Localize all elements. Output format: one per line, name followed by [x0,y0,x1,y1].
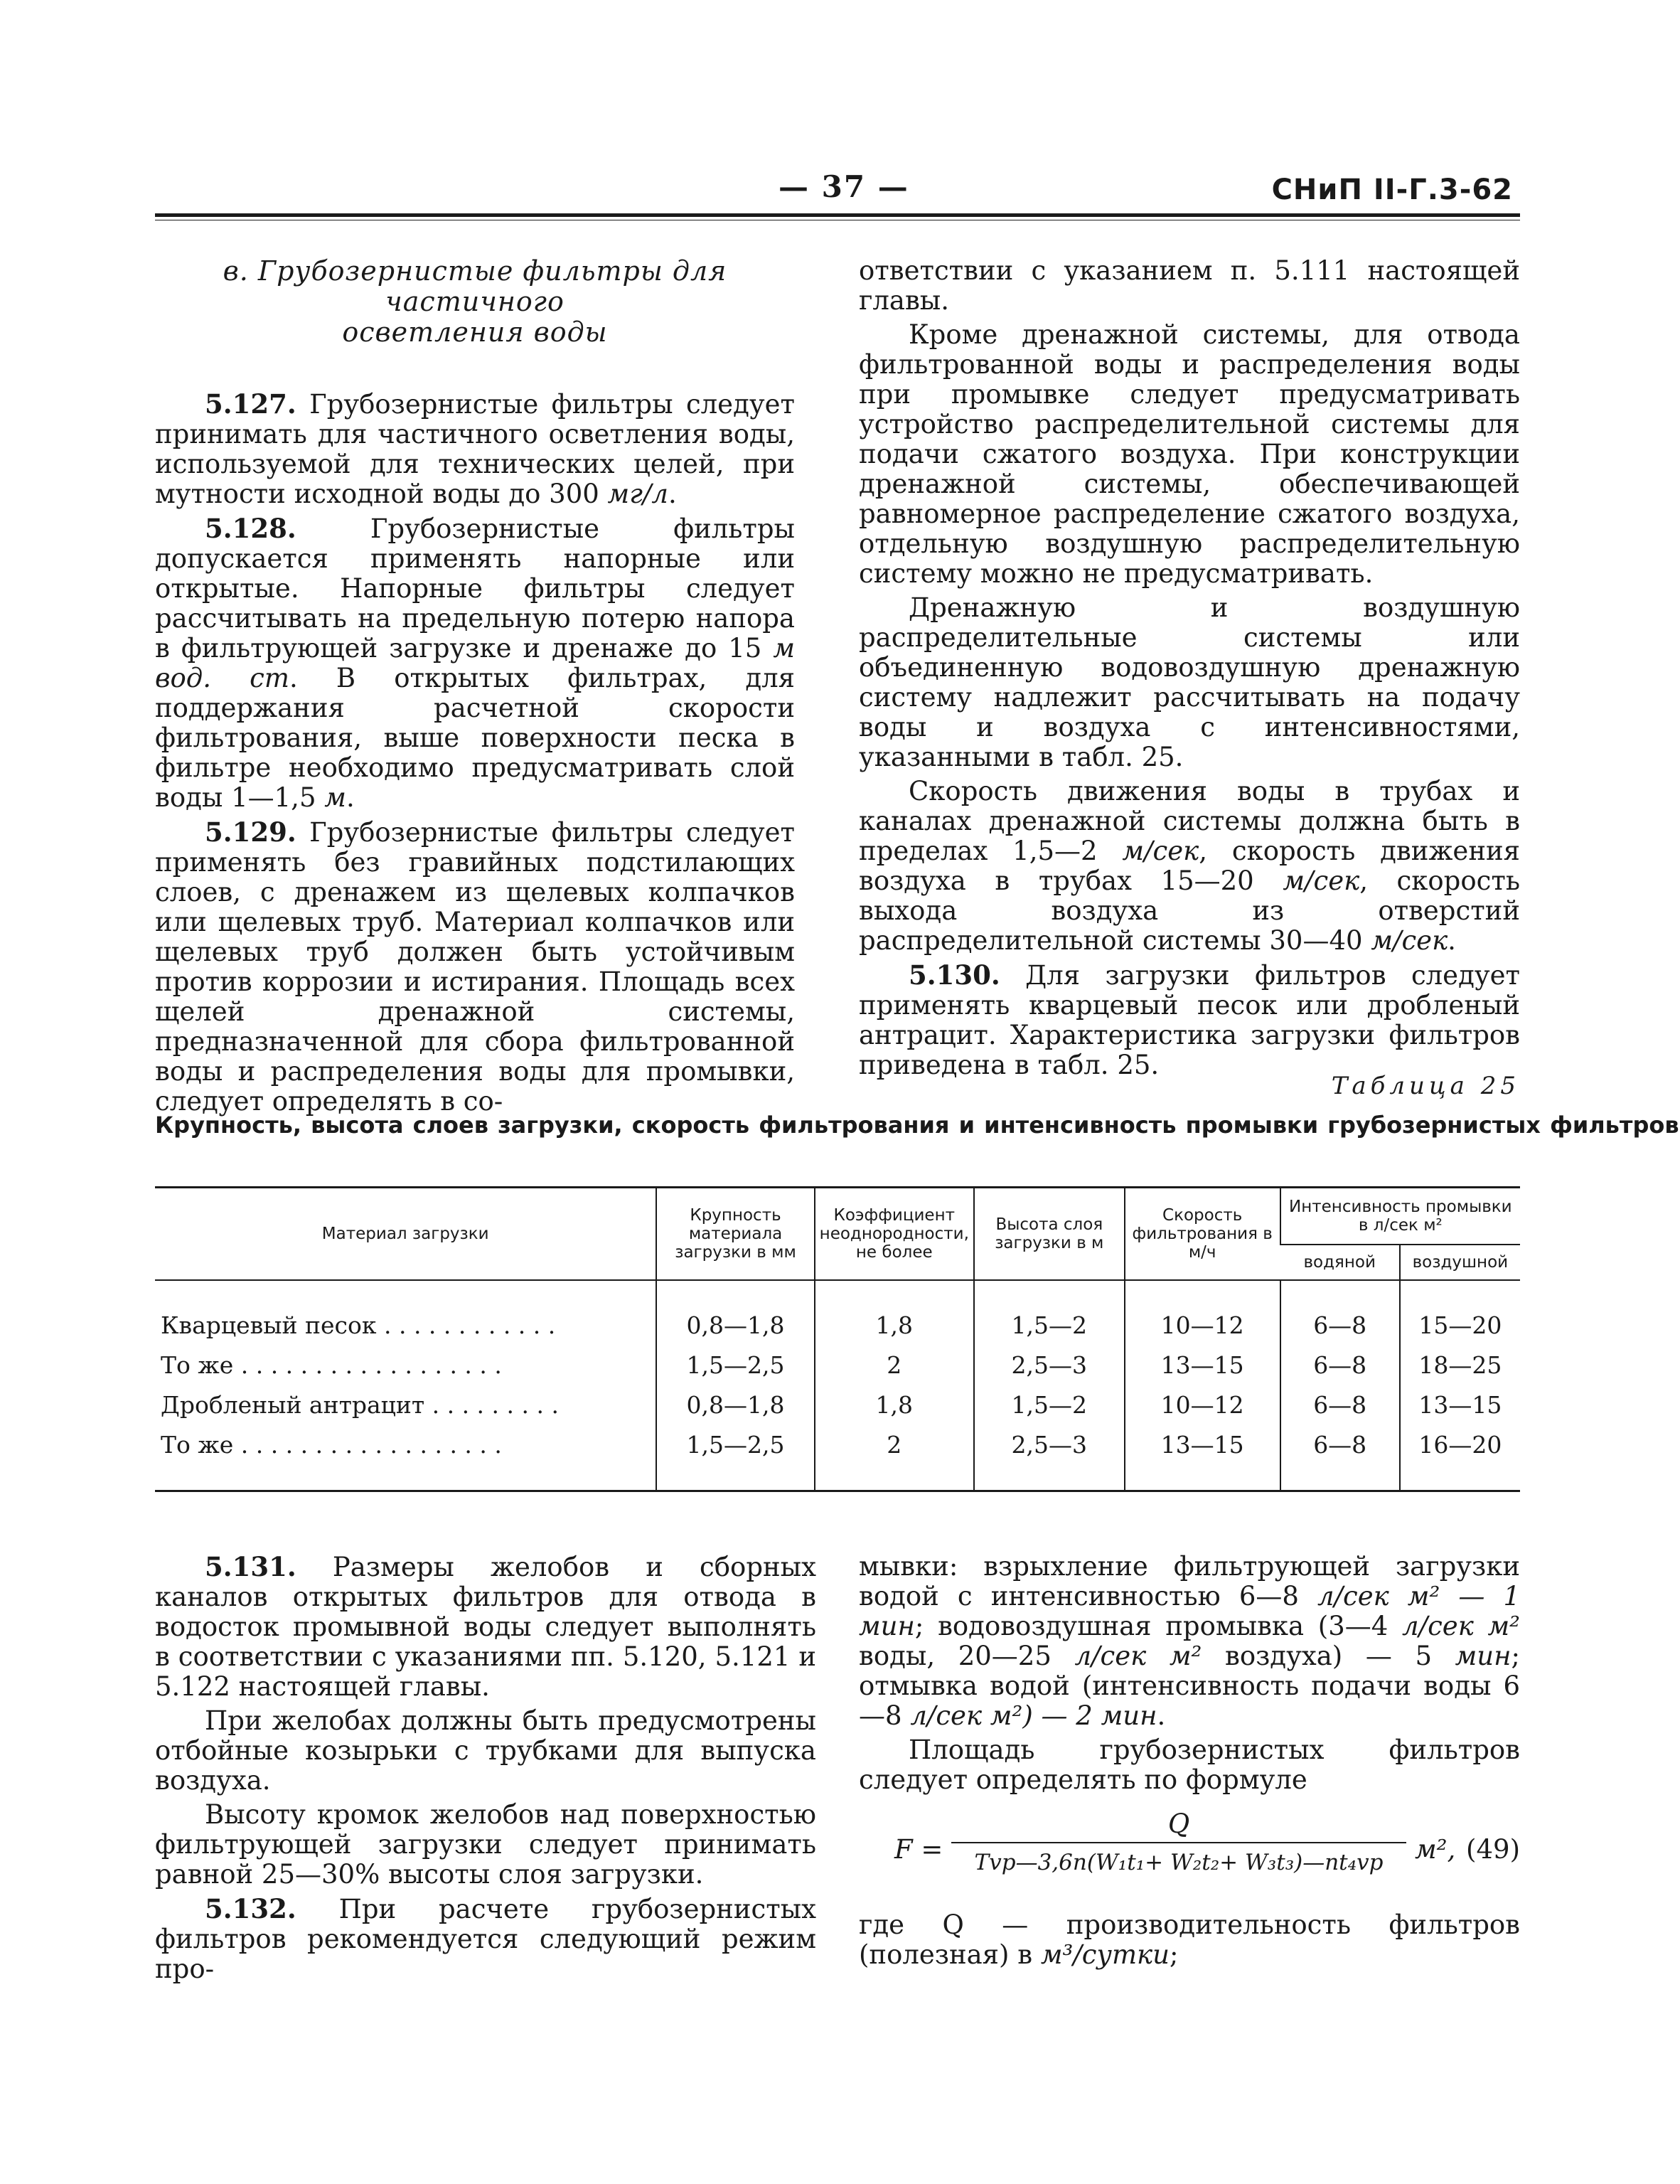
paragraph-trough-height: Высоту кромок желобов над поверхностью фильтрующей загрузки следует принимать равной 25—30% высоты слоя загрузки. [155,1799,816,1890]
paragraph-drainage-system: Кроме дренажной системы, для отвода фильтрованной воды и распределения воды при промывке следует предусматривать устройство распределительной системы для подачи сжатого воздуха. При конструкции дренажной системы, обеспечивающей равномерное распределение сжатого воздуха, отдельную воздушную распределительную систему можно не предусматривать. [859,319,1520,589]
document-code: СНиП II-Г.3-62 [1271,174,1513,206]
formula-denominator: Tvр—3,6n(W₁t₁+ W₂t₂+ W₃t₃)—nt₄vр [974,1850,1384,1875]
header-water: водяной [1280,1245,1400,1280]
cell-height: 2,5—3 [974,1346,1125,1385]
cell-material: То же . . . . . . . . . . . . . . . . . . [161,1351,502,1379]
paragraph-5-129: 5.129. Грубозернистые фильтры следует применять без гравийных подстилающих слоев, с дренажем из щелевых колпачков или щелевых труб. Материал колпачков или щелевых труб должен быть устойчивым против коррозии и истирания. Площадь всех щелей дренажной системы, предназначенной для сбора фильтрованной воды и распределения воды для промывки, следует определять в со- [155,816,795,1117]
cell-air: 18—25 [1400,1346,1520,1385]
cell-water: 6—8 [1280,1425,1400,1491]
paragraph-5-127: 5.127. Грубозернистые фильтры следует принимать для частичного осветления воды, используемой для технических целей, при мутности исходной воды до 300 мг/л. [155,388,795,509]
cell-material: Дробленый антрацит . . . . . . . . . [161,1391,559,1419]
cell-air: 16—20 [1400,1425,1520,1491]
left-column-bottom [155,1552,816,1988]
paragraph-wash-regime: мывки: взрыхление фильтрующей загрузки водой с интенсивностью 6—8 л/сек м² — 1 мин; водовоздушная промывка (3—4 л/сек м² воды, 20—25 л/сек м² воздуха) — 5 мин; отмывка водой (интенсивность подачи воды 6—8 л/сек м²) — 2 мин. [859,1551,1521,1731]
cell-size: 1,5—2,5 [656,1346,814,1385]
paragraph-5-131: 5.131. Размеры желобов и сборных каналов открытых фильтров для отвода в водосток промывной воды следует выполнять в соответствии с указаниями пп. 5.120, 5.121 и 5.122 настоящей главы. [155,1551,816,1702]
header-coefficient: Коэффициент неоднородности, не более [815,1188,974,1280]
left-column-top [155,256,795,1121]
header-rule [155,213,1520,217]
table-row [155,1346,1520,1385]
header-size: Крупность материала загрузки в мм [656,1188,814,1280]
paragraph-5-130: 5.130. Для загрузки фильтров следует применять кварцевый песок или дробленый антрацит. Характеристика загрузки фильтров приведена в табл. 25. [859,959,1520,1080]
cell-material: То же . . . . . . . . . . . . . . . . . . [155,1425,656,1491]
section-title [155,256,795,348]
formula-number: (49) [1466,1834,1520,1865]
header-intensity: Интенсивность промывки в л/сек м² [1280,1188,1520,1245]
right-column-bottom [859,1552,1520,1974]
cell-coef: 2 [815,1346,974,1385]
table-row [155,1425,1520,1491]
right-column-top [859,256,1520,1085]
table-row [155,1385,1520,1425]
table-caption: Крупность, высота слоев загрузки, скорость фильтрования и интенсивность промывки грубозернистых фильтров [155,1112,1679,1139]
paragraph-flow-speed: Скорость движения воды в трубах и каналах дренажной системы должна быть в пределах 1,5—2 м/сек, скорость движения воздуха в трубах 15—20 м/сек, скорость выхода воздуха из отверстий распределительной системы 30—40 м/сек. [859,776,1520,956]
header-speed: Скорость фильтрования в м/ч [1125,1188,1280,1280]
section-title-line2: осветления воды [342,316,608,348]
cell-speed: 10—12 [1125,1385,1280,1425]
cell-water: 6—8 [1280,1346,1400,1385]
cell-size: 1,5—2,5 [656,1425,814,1491]
cell-water: 6—8 [1280,1385,1400,1425]
cell-coef: 1,8 [815,1385,974,1425]
cell-coef: 2 [815,1425,974,1491]
paragraph-where: где Q — производительность фильтров (полезная) в м³/сутки; [859,1909,1520,1970]
cell-height: 1,5—2 [974,1385,1125,1425]
paragraph-5-132: 5.132. При расчете грубозернистых фильтров рекомендуется следующий режим про- [155,1893,816,1984]
cell-size: 0,8—1,8 [656,1280,814,1346]
cell-speed: 13—15 [1125,1346,1280,1385]
cell-height: 1,5—2 [974,1280,1125,1346]
cell-speed: 10—12 [1125,1280,1280,1346]
formula-lhs: F = [894,1834,943,1865]
formula-fraction [951,1809,1406,1877]
formula-unit: м², [1415,1834,1456,1865]
cell-speed: 13—15 [1125,1425,1280,1491]
paragraph-continuation: ответствии с указанием п. 5.111 настоящей главы. [859,255,1520,316]
paragraph-troughs: При желобах должны быть предусмотрены отбойные козырьки с трубками для выпуска воздуха. [155,1705,816,1796]
formula-49 [859,1809,1520,1895]
section-title-line1: в. Грубозернистые фильтры для частичного [223,255,727,317]
page-number: — 37 — [779,169,909,204]
cell-size: 0,8—1,8 [656,1385,814,1425]
header-air: воздушной [1400,1245,1520,1280]
cell-air: 15—20 [1400,1280,1520,1346]
header-material: Материал загрузки [155,1188,656,1280]
formula-numerator: Q [951,1809,1406,1843]
filter-table [155,1186,1520,1492]
paragraph-5-128: 5.128. Грубозернистые фильтры допускается применять напорные или открытые. Напорные фильтры следует рассчитывать на предельную потерю напора в фильтрующей загрузке и дренаже до 15 м вод. ст. В открытых фильтрах, для поддержания расчетной скорости фильтрования, выше поверхности песка в фильтре необходимо предусматривать слой воды 1—1,5 м. [155,513,795,813]
paragraph-distribution-systems: Дренажную и воздушную распределительные системы или объединенную водовоздушную дренажную систему надлежит рассчитывать на подачу воды и воздуха с интенсивностями, указанными в табл. 25. [859,592,1520,772]
paragraph-area-formula-intro: Площадь грубозернистых фильтров следует определять по формуле [859,1735,1520,1795]
cell-coef: 1,8 [815,1280,974,1346]
cell-material: Кварцевый песок . . . . . . . . . . . . [161,1311,556,1339]
table-number: Таблица 25 [1331,1072,1520,1100]
header-height: Высота слоя загрузки в м [974,1188,1125,1280]
table-row [155,1280,1520,1346]
cell-air: 13—15 [1400,1385,1520,1425]
cell-height: 2,5—3 [974,1425,1125,1491]
cell-water: 6—8 [1280,1280,1400,1346]
